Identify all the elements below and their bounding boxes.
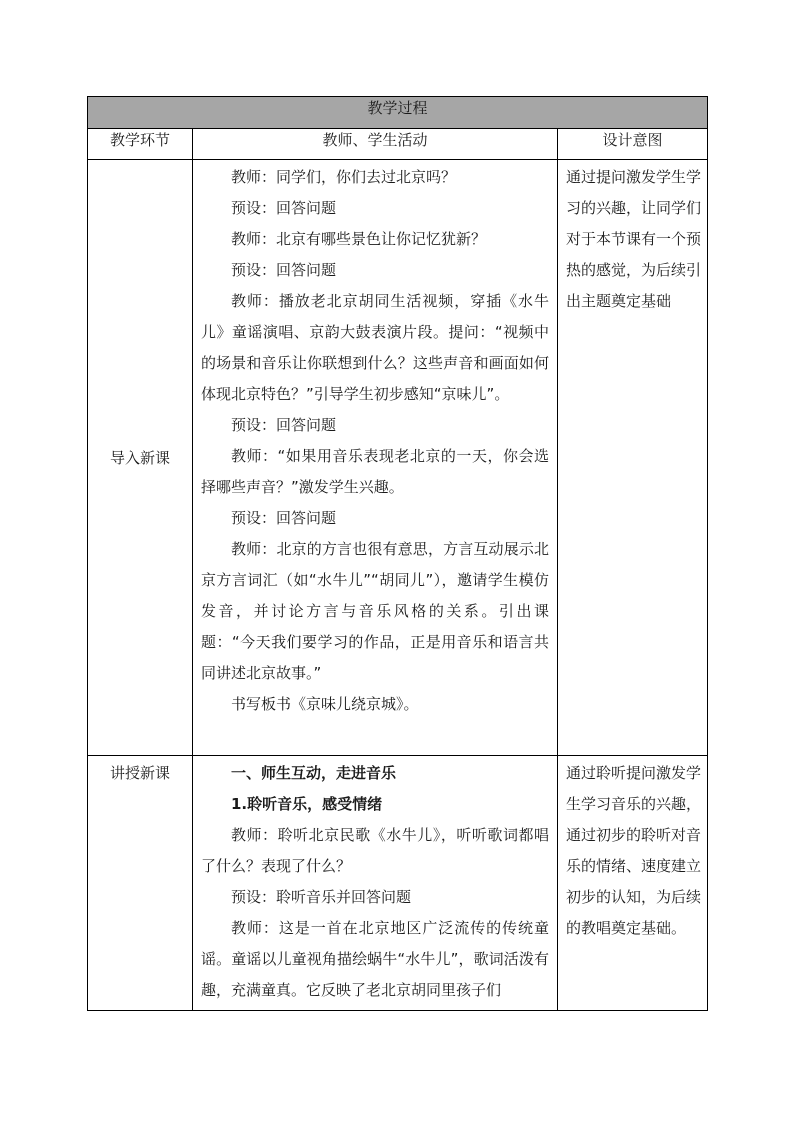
stage-cell: 讲授新课	[88, 756, 193, 1011]
section-heading: 一、师生互动，走进音乐	[231, 764, 397, 782]
activity-line: 教师：北京有哪些景色让你记忆犹新？	[231, 230, 487, 248]
activity-cell	[193, 756, 558, 1011]
activity-line: 书写板书《京味儿绕京城》。	[231, 695, 419, 713]
teaching-process-table	[87, 96, 708, 1011]
activity-line: 预设：回答问题	[231, 199, 337, 217]
activity-line: 预设：回答问题	[231, 509, 337, 527]
stage-cell: 导入新课	[88, 160, 193, 756]
activity-line: 预设：回答问题	[231, 261, 337, 279]
intent-text: 通过聆听提问激发学生学习音乐的兴趣，通过初步的聆听对音乐的情绪、速度建立初步的认知，为后续的教唱奠定基础。	[566, 764, 702, 937]
activity-line: 预设：聆听音乐并回答问题	[231, 888, 412, 906]
intent-cell	[558, 160, 708, 756]
activity-cell	[193, 160, 558, 756]
activity-line: 教师：“如果用音乐表现老北京的一天，你会选择哪些声音？”激发学生兴趣。	[201, 447, 549, 496]
intent-cell	[558, 756, 708, 1011]
header-intent: 设计意图	[558, 129, 708, 160]
activity-line: 预设：回答问题	[231, 416, 337, 434]
activity-line: 教师：播放老北京胡同生活视频，穿插《水牛儿》童谣演唱、京韵大鼓表演片段。提问：“视频中的场景和音乐让你联想到什么？这些声音和画面如何体现北京特色？”引导学生初步感知“京味儿”。	[201, 292, 549, 403]
activity-line: 教师：聆听北京民歌《水牛儿》，听听歌词都唱了什么？表现了什么？	[201, 826, 549, 875]
activity-line: 教师：北京的方言也很有意思，方言互动展示北京方言词汇（如“水牛儿”“胡同儿”），邀请学生模仿发音，并讨论方言与音乐风格的关系。引出课题：“今天我们要学习的作品，正是用音乐和语言共同讲述北京故事。”	[201, 540, 549, 682]
table-header-row	[88, 129, 708, 160]
intent-text: 通过提问激发学生学习的兴趣，让同学们对于本节课有一个预热的感觉，为后续引出主题奠定基础	[566, 168, 702, 310]
table-title: 教学过程	[88, 97, 708, 129]
activity-line: 教师：同学们，你们去过北京吗？	[231, 168, 457, 186]
activity-line: 教师：这是一首在北京地区广泛流传的传统童谣。童谣以儿童视角描绘蜗牛“水牛儿”，歌词活泼有趣，充满童真。它反映了老北京胡同里孩子们	[201, 919, 549, 999]
subsection-heading: 1.聆听音乐，感受情绪	[231, 795, 383, 813]
table-row	[88, 160, 708, 756]
header-activity: 教师、学生活动	[193, 129, 558, 160]
table-title-row	[88, 97, 708, 129]
table-row	[88, 756, 708, 1011]
header-stage: 教学环节	[88, 129, 193, 160]
